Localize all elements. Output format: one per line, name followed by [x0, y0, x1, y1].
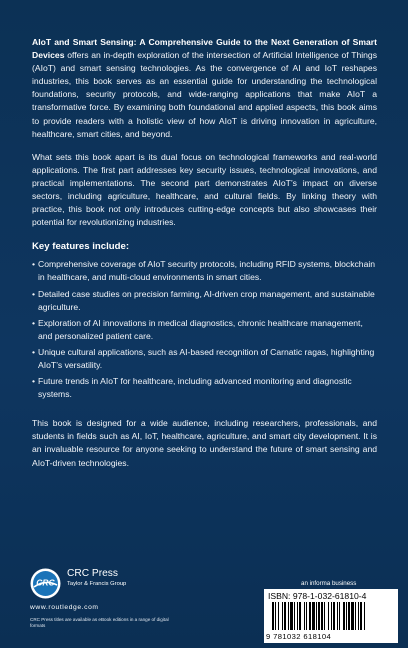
publisher-group: Taylor & Francis Group: [67, 581, 127, 587]
isbn-barcode: [264, 589, 398, 643]
logo-text: CRC: [36, 577, 55, 588]
key-feature-item: • Future trends in AIoT for healthcare, including advanced monitoring and diagnostic systems.: [32, 375, 377, 401]
ebook-note: CRC Press titles are available as eBook editions in a range of digital formats: [30, 617, 169, 628]
barcode-number: 9 781032 618104: [266, 632, 332, 641]
key-feature-item: • Unique cultural applications, such as AI-based recognition of Carnatic ragas, highlighting AIoT’s versatility.: [32, 346, 377, 372]
key-feature-item: • Detailed case studies on precision farming, AI-driven crop management, and sustainable agriculture.: [32, 288, 377, 314]
isbn-text: ISBN: 978-1-032-61810-4: [268, 591, 367, 601]
focus-paragraph: What sets this book apart is its dual focus on technological frameworks and real-world applications. The first part addresses key security issues, technological innovations, and practical implementations. The second part demonstrates AIoT’s impact on diverse sectors, including agriculture, healthcare, and cultural fields. By linking theory with practice, this book not only introduces cutting-edge concepts but also showcases their potential for revolutionizing industries.: [32, 151, 377, 228]
publisher-url[interactable]: www.routledge.com: [30, 604, 99, 611]
barcode-bars: [272, 602, 390, 630]
key-features-list: [32, 258, 377, 401]
intro-text: offers an in-depth exploration of the intersection of Artificial Intelligence of Things (AIoT) and smart sensing technologies. As the convergence of AI and IoT reshapes industries, this book serves as an essential guide for understanding the technological foundations, security protocols, and wide-ranging applications that make AIoT a transformative force. By examining both foundational and applied aspects, this book aims to provide readers with a holistic view of how AIoT is driving innovation in agriculture, healthcare, smart cities, and beyond.: [32, 50, 377, 139]
key-feature-item: • Exploration of AI innovations in medical diagnostics, chronic healthcare management, and personalized patient care.: [32, 317, 377, 343]
publisher-name: CRC Press: [67, 568, 118, 579]
key-feature-item: • Comprehensive coverage of AIoT security protocols, including RFID systems, blockchain in healthcare, and multi-cloud environments in smart cities.: [32, 258, 377, 284]
key-features-heading: Key features include:: [32, 241, 130, 253]
informa-tagline: an informa business: [301, 580, 357, 587]
audience-paragraph: This book is designed for a wide audience, including researchers, professionals, and students in fields such as AI, IoT, healthcare, agriculture, and smart city development. It is an invaluable resource for anyone seeking to understand the future of smart sensing and AIoT-driven technologies.: [32, 418, 377, 468]
intro-paragraph: [32, 36, 377, 141]
description-block: [32, 36, 377, 470]
book-title-inline: AIoT and Smart Sensing: A Comprehensive Guide to the Next Generation of Smart Devices: [32, 37, 377, 61]
crc-press-logo: [30, 568, 61, 599]
